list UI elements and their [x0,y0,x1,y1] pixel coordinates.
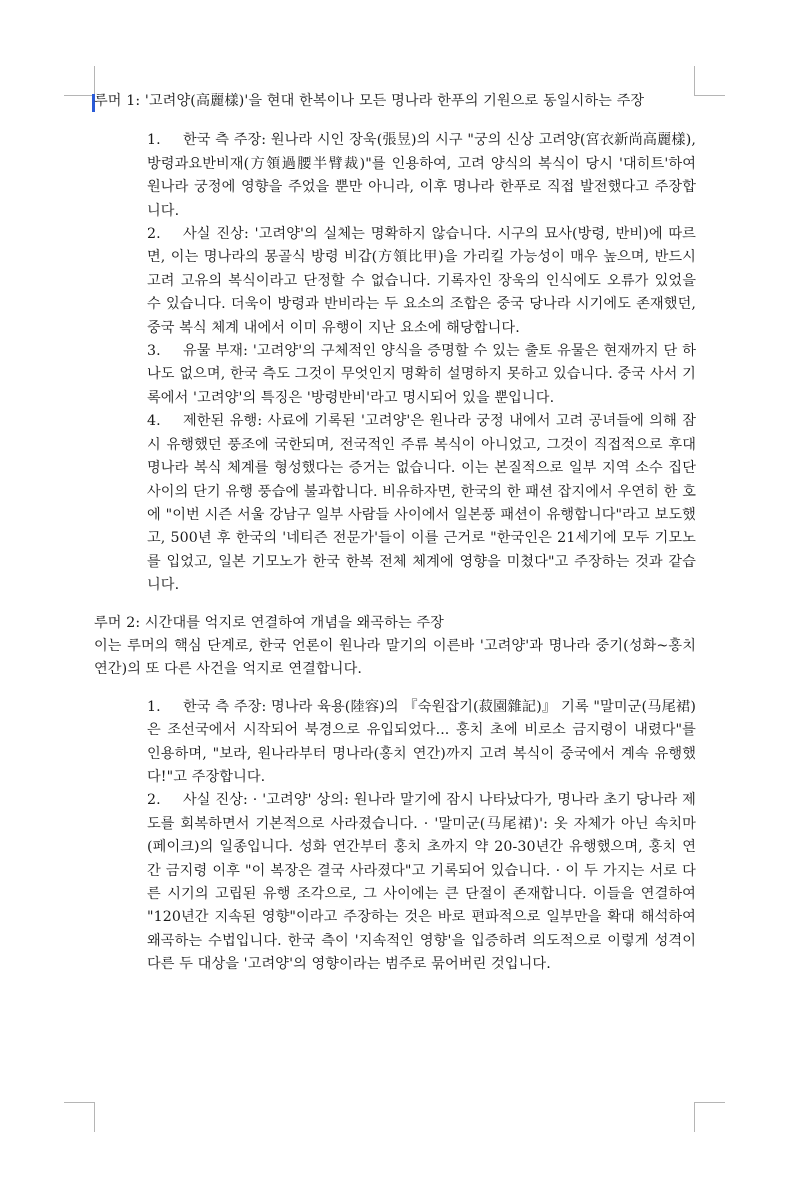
rumor2-heading: 루머 2: 시간대를 억지로 연결하여 개념을 왜곡하는 주장 [94,614,444,631]
list-item-text: 유물 부재: '고려양'의 구체적인 양식을 증명할 수 있는 출토 유물은 현재까지 단 하나도 없으며, 한국 측도 그것이 무엇인지 명확히 설명하지 못하고 있습니다. 중국 사서 기록에서 '고려양'의 특징은 '방령반비'라고 명시되어 있을 뿐입니다. [147,343,696,406]
crop-mark [695,95,725,96]
list-number: 2. [147,792,161,809]
list-item-text: 한국 측 주장: 원나라 시인 장욱(張昱)의 시구 "궁의 신상 고려양(宮衣新尚高麗樣), 방령과요반비재(方領過腰半臂裁)"를 인용하여, 고려 양식의 복식이 당시 '대히트'하여 원나라 궁정에 영향을 주었을 뿐만 아니라, 이후 명나라 한푸로 직접 발전했다고 주장합니다. [147,132,696,219]
list-number: 1. [147,132,161,149]
rumor2-intro: 이는 루머의 핵심 단계로, 한국 언론이 원나라 말기의 이른바 '고려양'과 명나라 중기(성화~홍치 연간)의 또 다른 사건을 억지로 연결합니다. [94,637,696,678]
list-number: 2. [147,226,161,243]
crop-mark [64,1102,94,1103]
document-body[interactable] [94,90,696,977]
list-item [147,410,696,597]
list-item-text: 사실 진상: '고려양'의 실체는 명확하지 않습니다. 시구의 묘사(방령, 반비)에 따르면, 이는 명나라의 몽골식 방령 비갑(方領比甲)을 가리킬 가능성이 매우 높으며, 반드시 고려 고유의 복식이라고 단정할 수 없습니다. 기록자인 장욱의 인식에도 오류가 있었을 수 있습니다. 더욱이 방령과 반비라는 두 요소의 조합은 중국 당나라 시기에도 존재했던, 중국 복식 체계 내에서 이미 유행이 지난 요소에 해당합니다. [147,226,696,336]
spacer [94,598,696,612]
rumor1-heading: 루머 1: '고려양(高麗樣)'을 현대 한복이나 모든 명나라 한푸의 기원으로 동일시하는 주장 [94,93,645,109]
list-item-text: 제한된 유행: 사료에 기록된 '고려양'은 원나라 궁정 내에서 고려 공녀들에 의해 잠시 유행했던 풍조에 국한되며, 전국적인 주류 복식이 아니었고, 그것이 직접적으로 후대 명나라 복식 체계를 형성했다는 증거는 없습니다. 이는 본질적으로 일부 지역 소수 집단 사이의 단기 유행 풍습에 불과합니다. 비유하자면, 한국의 한 패션 잡지에서 우연히 한 호에 "이번 시즌 서울 강남구 일부 사람들 사이에서 일본풍 패션이 유행합니다"라고 보도했고, 500년 후 한국의 '네티즌 전문가'들이 이를 근거로 "한국인은 21세기에 모두 기모노를 입었고, 일본 기모노가 한국 한복 전체 체계에 영향을 미쳤다"고 주장하는 것과 같습니다. [147,413,696,594]
crop-mark [64,95,94,96]
list-item [147,696,696,790]
crop-mark [694,1102,695,1132]
list-number: 1. [147,698,161,715]
crop-mark [695,1102,725,1103]
list-item-text: 한국 측 주장: 명나라 육용(陸容)의 『숙원잡기(菽園雜記)』 기록 "말미군(马尾裙)은 조선국에서 시작되어 북경으로 유입되었다... 홍치 초에 비로소 금지령이 내렸다"를 인용하며, "보라, 원나라부터 명나라(홍치 연간)까지 고려 복식이 중국에서 계속 유행했다!"고 주장합니다. [147,698,696,785]
list-item [147,129,696,223]
list-number: 4. [147,413,161,430]
list-item-text: 사실 진상: · '고려양' 상의: 원나라 말기에 잠시 나타났다가, 명나라 초기 당나라 제도를 회복하면서 기본적으로 사라졌습니다. · '말미군(马尾裙)': 옷 자체가 아닌 속치마(페이크)의 일종입니다. 성화 연간부터 홍치 초까지 약 20-30년간 유행했으며, 홍치 연간 금지령 이후 "이 복장은 결국 사라졌다"고 기록되어 있습니다. · 이 두 가지는 서로 다른 시기의 고립된 유행 조각으로, 그 사이에는 큰 단절이 존재합니다. 이들을 연결하여 "120년간 지속된 영향"이라고 주장하는 것은 바로 편파적으로 일부만을 확대 해석하여 왜곡하는 수법입니다. 한국 측이 '지속적인 영향'을 입증하려 의도적으로 이렇게 성격이 다른 두 대상을 '고려양'의 영향이라는 범주로 묶어버린 것입니다. [147,792,696,973]
list-number: 3. [147,343,161,360]
list-item [147,789,696,976]
list-item [147,340,696,410]
list-item [147,223,696,340]
rumor2-list [94,696,696,977]
crop-mark [94,1102,95,1132]
rumor1-list [94,129,696,597]
